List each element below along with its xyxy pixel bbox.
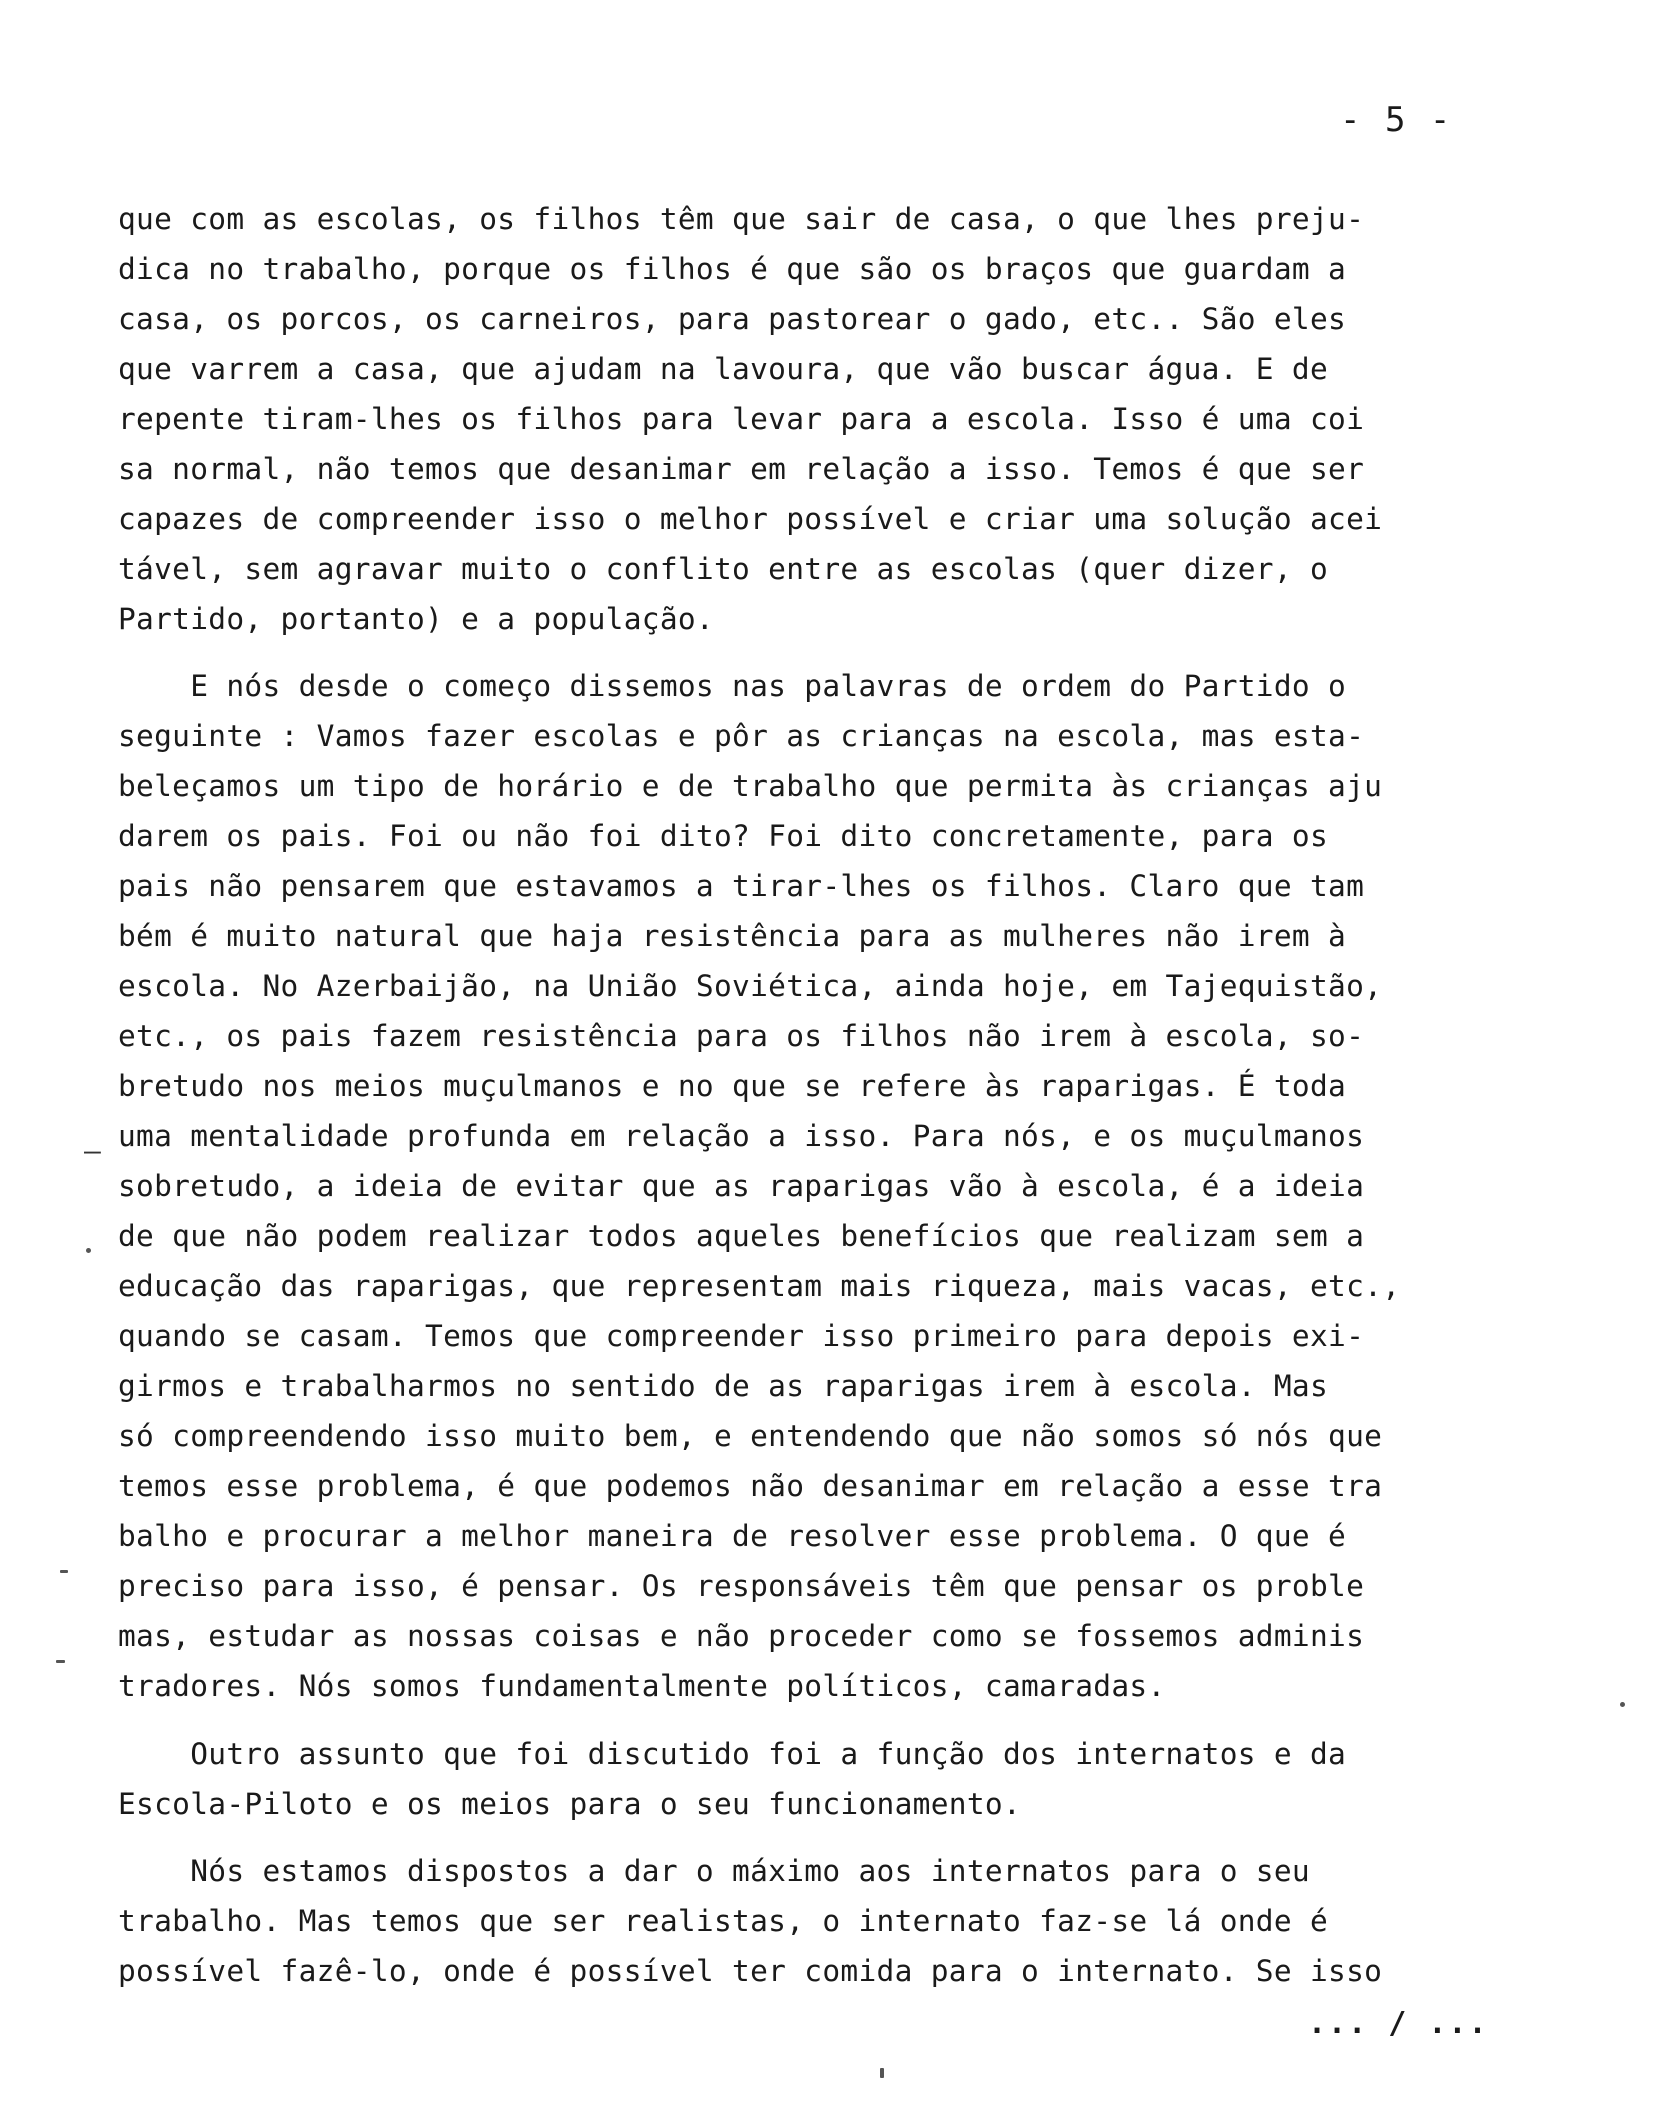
scan-speck [1620, 1702, 1625, 1707]
text-line: bretudo nos meios muçulmanos e no que se refere às raparigas. É toda [118, 1069, 1347, 1103]
scan-speck [86, 1248, 91, 1253]
text-line: que varrem a casa, que ajudam na lavoura, que vão buscar água. E de [118, 352, 1329, 386]
text-line: beleçamos um tipo de horário e de trabalho que permita às crianças aju [118, 769, 1383, 803]
text-line: trabalho. Mas temos que ser realistas, o internato faz-se lá onde é [118, 1904, 1329, 1938]
text-line: Outro assunto que foi discutido foi a função dos internatos e da [118, 1737, 1347, 1771]
text-line: uma mentalidade profunda em relação a isso. Para nós, e os muçulmanos [118, 1119, 1365, 1153]
scan-speck [56, 1660, 65, 1663]
text-line: capazes de compreender isso o melhor possível e criar uma solução acei [118, 502, 1383, 536]
scan-speck [880, 2068, 884, 2078]
text-line: só compreendendo isso muito bem, e entendendo que não somos só nós que [118, 1419, 1383, 1453]
text-line: E nós desde o começo dissemos nas palavras de ordem do Partido o [118, 669, 1347, 703]
text-line: quando se casam. Temos que compreender isso primeiro para depois exi- [118, 1319, 1365, 1353]
text-line: escola. No Azerbaijão, na União Soviética, ainda hoje, em Tajequistão, [118, 969, 1383, 1003]
text-line: sobretudo, a ideia de evitar que as raparigas vão à escola, é a ideia [118, 1169, 1365, 1203]
text-line: tável, sem agravar muito o conflito entre as escolas (quer dizer, o [118, 552, 1329, 586]
text-line: darem os pais. Foi ou não foi dito? Foi dito concretamente, para os [118, 819, 1329, 853]
scan-speck [60, 1570, 68, 1573]
text-line: seguinte : Vamos fazer escolas e pôr as crianças na escola, mas esta- [118, 719, 1365, 753]
text-line: que com as escolas, os filhos têm que sair de casa, o que lhes preju- [118, 202, 1365, 236]
text-line: etc., os pais fazem resistência para os filhos não irem à escola, so- [118, 1019, 1365, 1053]
text-line: pais não pensarem que estavamos a tirar-lhes os filhos. Claro que tam [118, 869, 1365, 903]
text-line: temos esse problema, é que podemos não desanimar em relação a esse tra [118, 1469, 1383, 1503]
text-line: bém é muito natural que haja resistência para as mulheres não irem à [118, 919, 1347, 953]
text-line: preciso para isso, é pensar. Os responsáveis têm que pensar os proble [118, 1569, 1365, 1603]
text-line: balho e procurar a melhor maneira de resolver esse problema. O que é [118, 1519, 1347, 1553]
text-line: possível fazê-lo, onde é possível ter comida para o internato. Se isso [118, 1954, 1383, 1988]
continuation-marker: ... / ... [1308, 2006, 1489, 2041]
text-line: Partido, portanto) e a população. [118, 602, 714, 636]
text-line: tradores. Nós somos fundamentalmente políticos, camaradas. [118, 1669, 1166, 1703]
text-line: girmos e trabalharmos no sentido de as raparigas irem à escola. Mas [118, 1369, 1329, 1403]
text-line: repente tiram-lhes os filhos para levar para a escola. Isso é uma coi [118, 402, 1365, 436]
text-line: sa normal, não temos que desanimar em relação a isso. Temos é que ser [118, 452, 1365, 486]
page-number: - 5 - [1340, 100, 1453, 140]
text-line: Nós estamos dispostos a dar o máximo aos internatos para o seu [118, 1854, 1310, 1888]
text-line: educação das raparigas, que representam mais riqueza, mais vacas, etc., [118, 1269, 1401, 1303]
text-line: casa, os porcos, os carneiros, para pastorear o gado, etc.. São eles [118, 302, 1347, 336]
text-line: dica no trabalho, porque os filhos é que são os braços que guardam a [118, 252, 1347, 286]
margin-dash-mark: — [84, 1134, 101, 1167]
text-line: de que não podem realizar todos aqueles benefícios que realizam sem a [118, 1219, 1365, 1253]
text-line: Escola-Piloto e os meios para o seu funcionamento. [118, 1787, 1022, 1821]
text-line: mas, estudar as nossas coisas e não proceder como se fossemos adminis [118, 1619, 1365, 1653]
